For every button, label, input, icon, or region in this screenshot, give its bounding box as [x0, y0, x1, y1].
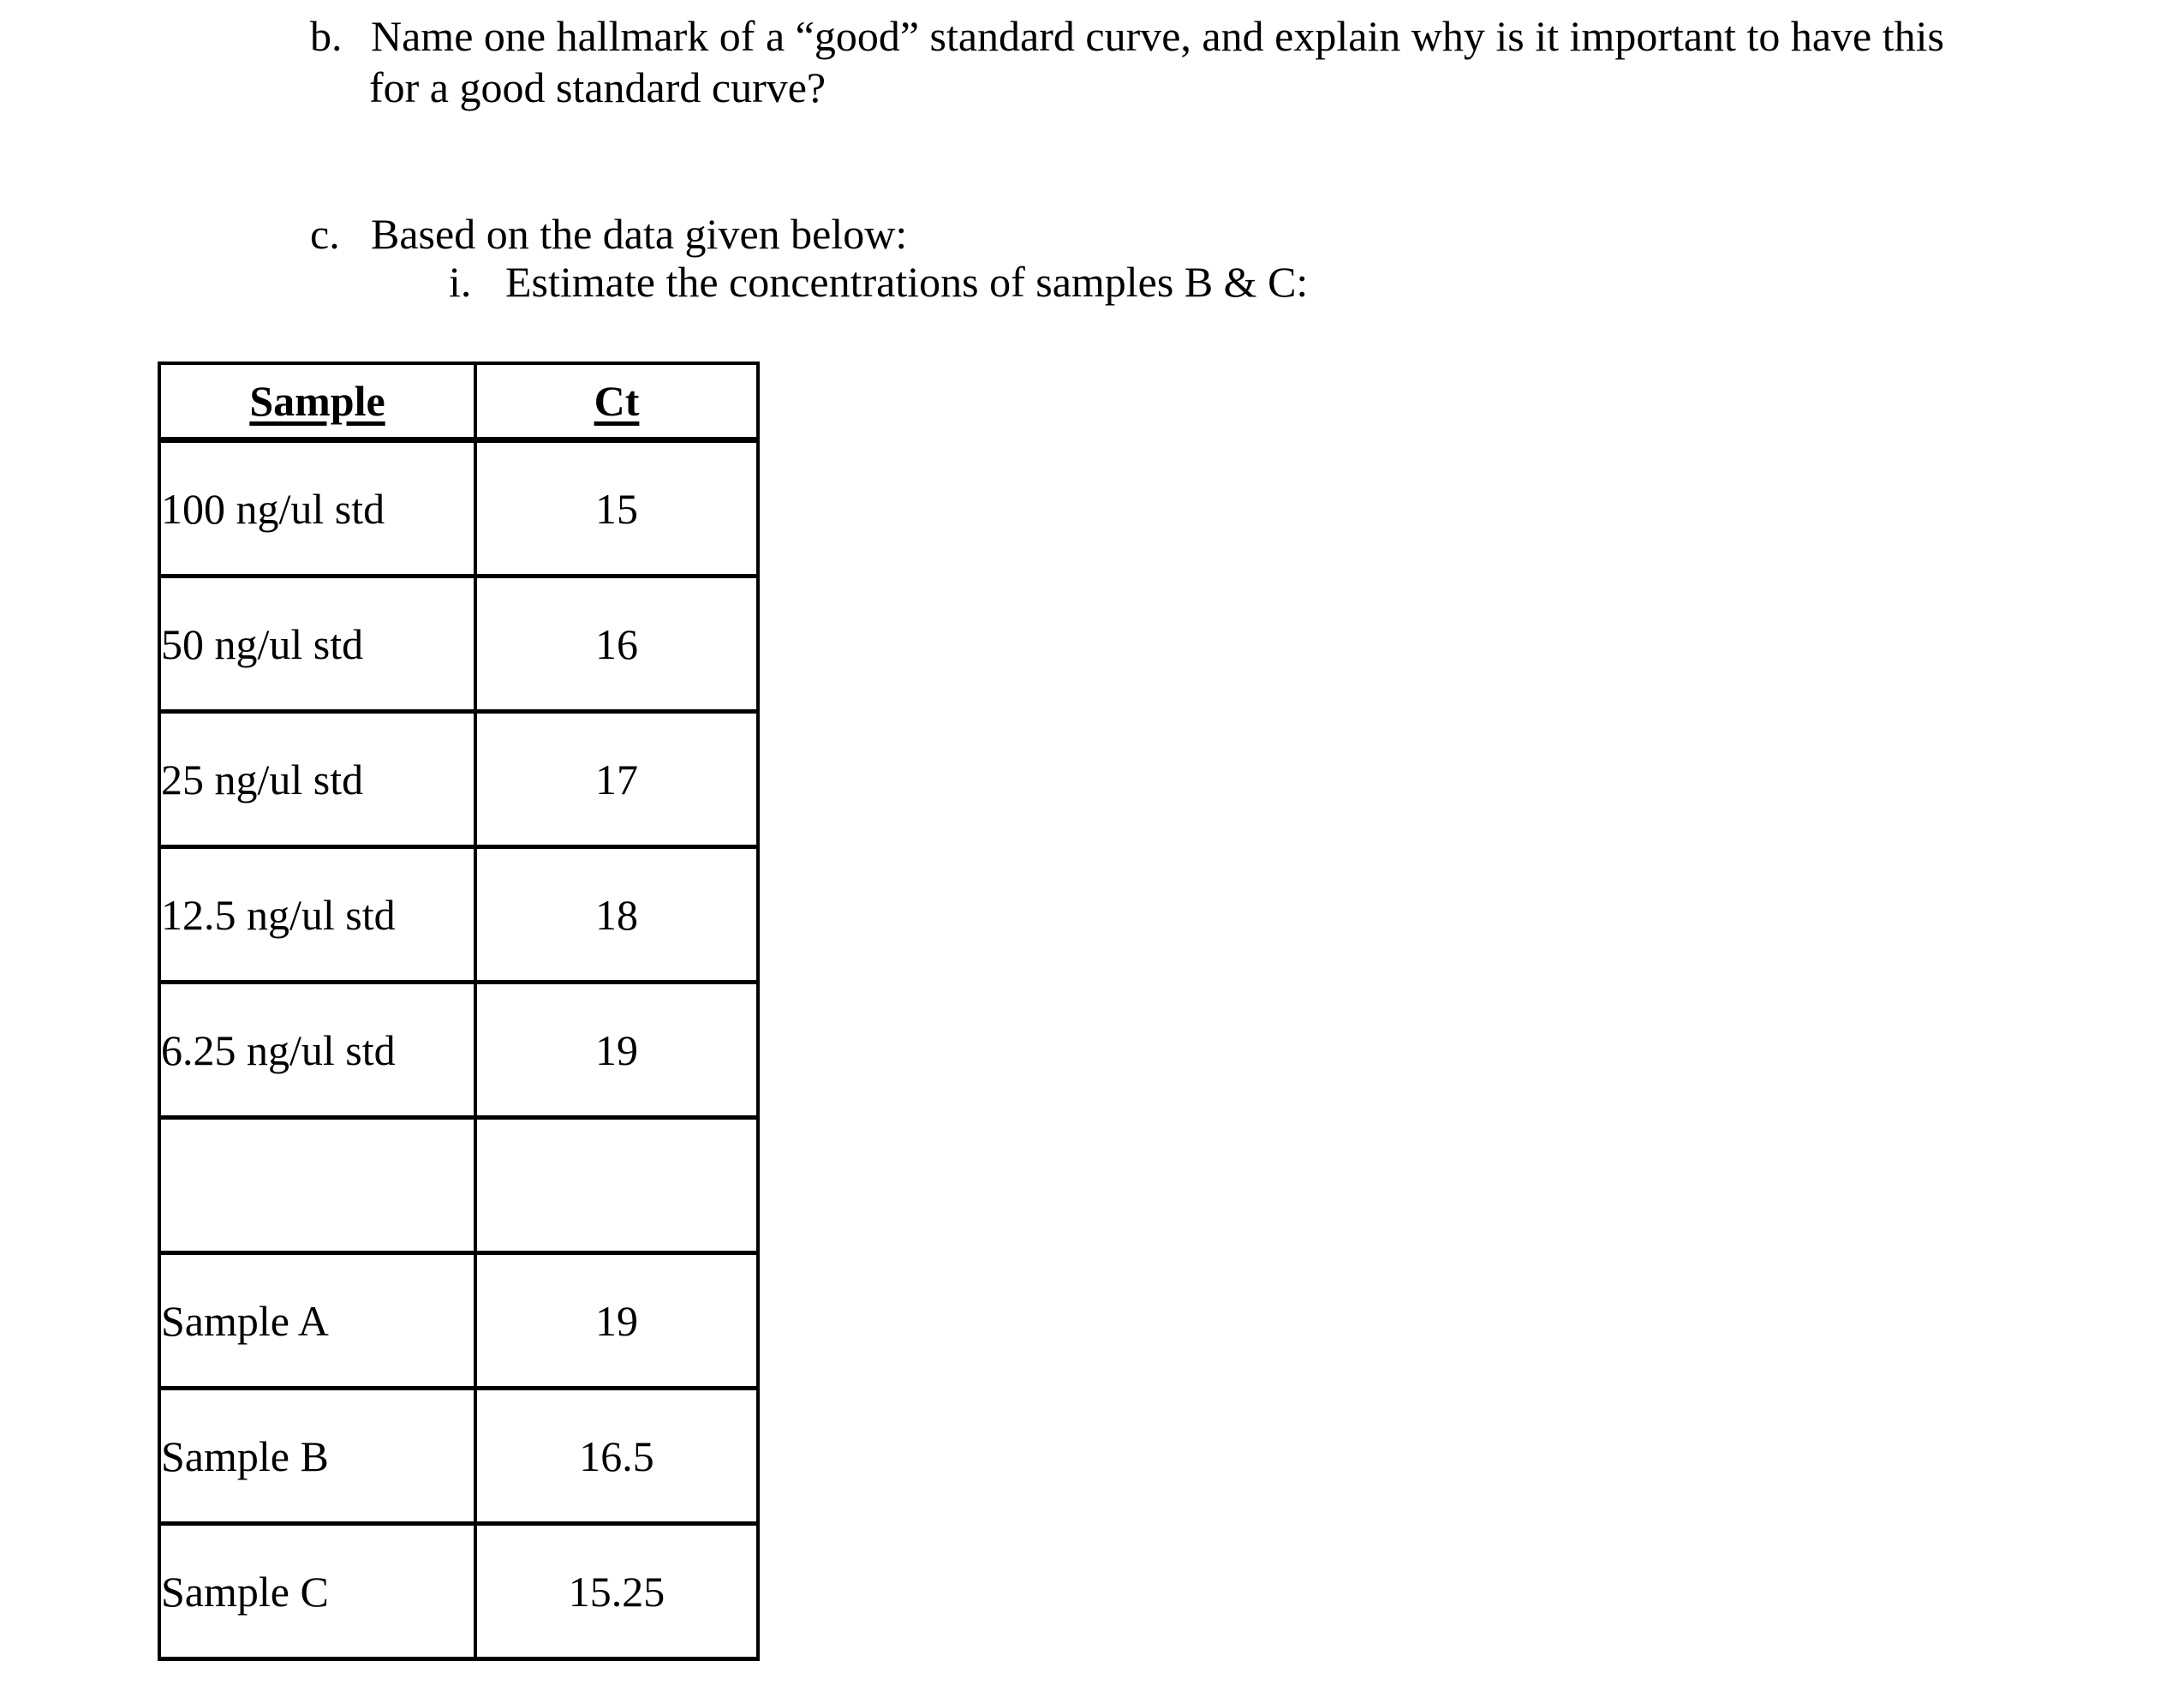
table-header-ct: Ct: [475, 363, 758, 440]
question-b-line2: [369, 62, 826, 113]
sample-cell: [159, 1118, 475, 1253]
question-b-label: b.: [310, 12, 343, 60]
ct-cell: 19: [475, 1253, 758, 1389]
question-c-label: c.: [310, 210, 340, 258]
ct-cell: 18: [475, 847, 758, 983]
question-b-line1: [310, 10, 1944, 62]
ct-cell: 19: [475, 983, 758, 1118]
sample-cell: 25 ng/ul std: [159, 712, 475, 847]
question-c-line: [310, 208, 907, 260]
sample-cell: Sample A: [159, 1253, 475, 1389]
table-row: [159, 440, 758, 577]
table-row: [159, 847, 758, 983]
table-row: [159, 1253, 758, 1389]
sample-cell: 12.5 ng/ul std: [159, 847, 475, 983]
question-b-text: Name one hallmark of a “good” standard curve, and explain why is it important to have this: [371, 12, 1944, 60]
table-row-empty: [159, 1118, 758, 1253]
ct-cell: 16: [475, 577, 758, 712]
table-header-sample: Sample: [159, 363, 475, 440]
table-row: [159, 983, 758, 1118]
table-row: [159, 577, 758, 712]
question-c-sub-i-text: Estimate the concentrations of samples B & C:: [505, 258, 1309, 306]
ct-cell: 16.5: [475, 1389, 758, 1524]
table-row: [159, 1389, 758, 1524]
ct-cell: 15.25: [475, 1524, 758, 1659]
sample-cell: Sample C: [159, 1524, 475, 1659]
sample-cell: Sample B: [159, 1389, 475, 1524]
ct-cell: 17: [475, 712, 758, 847]
sample-cell: 50 ng/ul std: [159, 577, 475, 712]
table-row: [159, 712, 758, 847]
ct-cell: [475, 1118, 758, 1253]
data-table: [158, 362, 760, 1661]
table-row: [159, 1524, 758, 1659]
question-b-text-continued: for a good standard curve?: [369, 63, 826, 111]
question-c-sub-i-label: i.: [449, 258, 472, 306]
question-c-text: Based on the data given below:: [371, 210, 908, 258]
sample-cell: 100 ng/ul std: [159, 440, 475, 577]
ct-cell: 15: [475, 440, 758, 577]
table-header-row: [159, 363, 758, 440]
sample-cell: 6.25 ng/ul std: [159, 983, 475, 1118]
question-c-sub-i-line: [449, 256, 1308, 308]
